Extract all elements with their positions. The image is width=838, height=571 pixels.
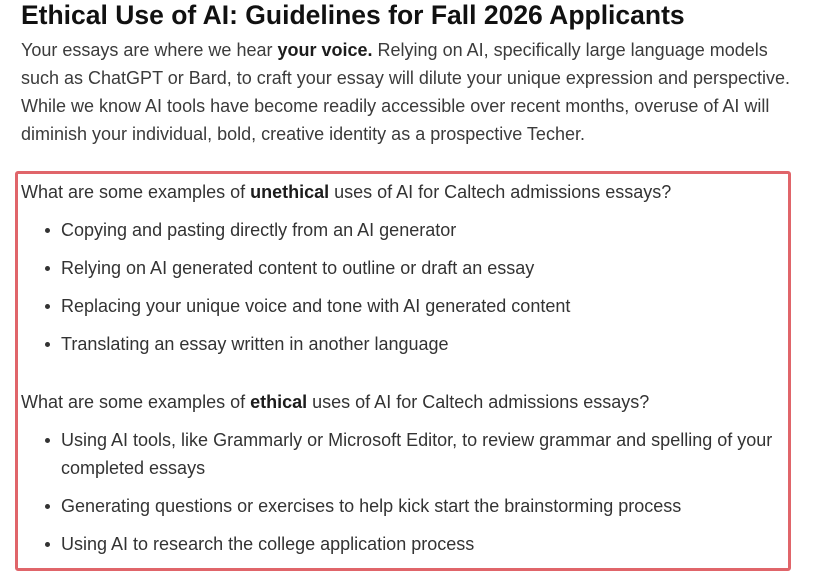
list-item (0, 254, 800, 282)
unethical-question-emphasis: unethical (250, 182, 330, 202)
list-item-text: Relying on AI generated content to outline or draft an essay (61, 258, 535, 278)
page-title: Ethical Use of AI: Guidelines for Fall 2026 Applicants (21, 0, 685, 30)
intro-paragraph (21, 36, 801, 148)
intro-emphasis: your voice. (277, 40, 373, 60)
bullet-icon (45, 438, 50, 443)
list-item-text: Using AI tools, like Grammarly or Microsoft Editor, to review grammar and spelling of your completed essays (61, 430, 773, 478)
ethical-question-start: What are some examples of (21, 392, 251, 412)
bullet-icon (45, 304, 50, 309)
ethical-question-emphasis: ethical (250, 392, 308, 412)
bullet-icon (45, 504, 50, 509)
list-item-text: Copying and pasting directly from an AI generator (61, 220, 457, 240)
unethical-question-start: What are some examples of (21, 182, 251, 202)
list-item-text: Generating questions or exercises to help kick start the brainstorming process (61, 496, 682, 516)
list-item-text: Using AI to research the college application process (61, 534, 475, 554)
list-item (0, 426, 791, 482)
unethical-question (21, 180, 671, 204)
list-item-text: Translating an essay written in another language (61, 334, 449, 354)
bullet-icon (45, 342, 50, 347)
intro-text-start: Your essays are where we hear (21, 40, 278, 60)
ethical-examples-list (0, 426, 800, 568)
bullet-icon (45, 228, 50, 233)
ethical-question (21, 390, 649, 414)
list-item (0, 530, 791, 558)
ethical-question-end: uses of AI for Caltech admissions essays? (307, 392, 650, 412)
list-item-text: Replacing your unique voice and tone with AI generated content (61, 296, 571, 316)
intro-text-rest: Relying on AI, specifically large language models such as ChatGPT or Bard, to craft your essay will dilute your unique expression and perspective. While we know AI tools have become readily accessible over recent months, overuse of AI will diminish your individual, bold, creative identity as a prospective Techer. (21, 40, 791, 144)
unethical-question-end: uses of AI for Caltech admissions essays? (329, 182, 672, 202)
list-item (0, 292, 800, 320)
bullet-icon (45, 266, 50, 271)
list-item (0, 492, 791, 520)
list-item (0, 216, 800, 244)
bullet-icon (45, 542, 50, 547)
unethical-examples-list (0, 216, 800, 368)
list-item (0, 330, 800, 358)
